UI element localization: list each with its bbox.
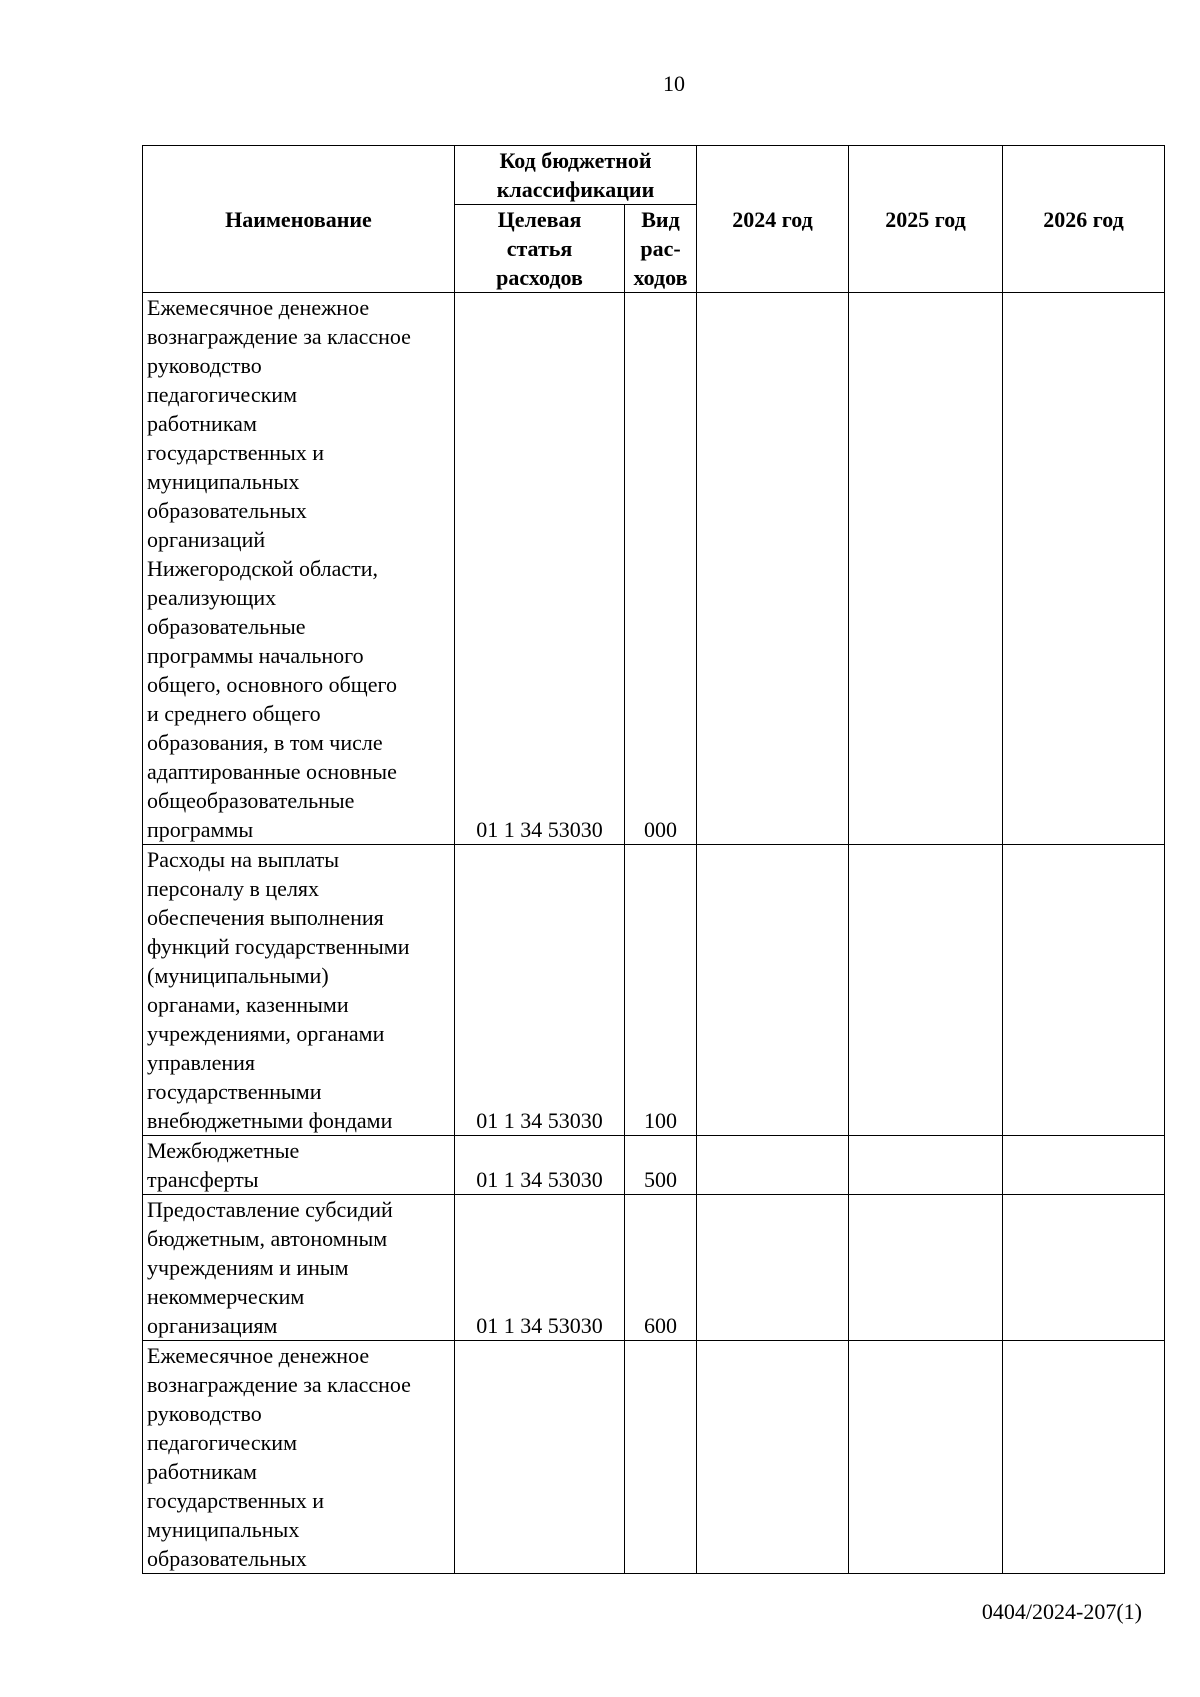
row-year-2026 — [1003, 1195, 1165, 1341]
budget-table — [142, 145, 1165, 1574]
header-target-article: Целевая статья расходов — [455, 205, 625, 293]
row-expense-kind: 100 — [625, 845, 697, 1136]
row-year-2025 — [849, 1195, 1003, 1341]
row-target-article: 01 1 34 53030 — [455, 1195, 625, 1341]
table-row — [143, 293, 1165, 845]
table-row — [143, 1195, 1165, 1341]
row-target-article — [455, 1341, 625, 1574]
row-target-article: 01 1 34 53030 — [455, 1136, 625, 1195]
table-row — [143, 845, 1165, 1136]
row-target-article: 01 1 34 53030 — [455, 293, 625, 845]
row-year-2026 — [1003, 1136, 1165, 1195]
row-name: Расходы на выплаты персоналу в целях обеспечения выполнения функций государственными (муниципальными) органами, казенными учреждениями, органами управления государственными внебюджетными фондами — [143, 845, 455, 1136]
row-expense-kind — [625, 1341, 697, 1574]
table-row — [143, 1136, 1165, 1195]
row-expense-kind: 600 — [625, 1195, 697, 1341]
page-number: 10 — [663, 71, 685, 96]
row-year-2025 — [849, 293, 1003, 845]
row-name: Ежемесячное денежное вознаграждение за классное руководство педагогическим работникам государственных и муниципальных образовательных организаций Нижегородской области, реализующих образовательные программы начального общего, основного общего и среднего общего образования, в том числе адаптированные основные общеобразовательные программы — [143, 293, 455, 845]
row-expense-kind: 000 — [625, 293, 697, 845]
row-target-article: 01 1 34 53030 — [455, 845, 625, 1136]
header-year-2025: 2025 год — [849, 146, 1003, 293]
row-name: Предоставление субсидий бюджетным, автономным учреждениям и иным некоммерческим организациям — [143, 1195, 455, 1341]
row-year-2024 — [697, 845, 849, 1136]
row-year-2026 — [1003, 293, 1165, 845]
row-name: Ежемесячное денежное вознаграждение за классное руководство педагогическим работникам государственных и муниципальных образовательных — [143, 1341, 455, 1574]
header-name: Наименование — [143, 146, 455, 293]
row-year-2026 — [1003, 1341, 1165, 1574]
row-expense-kind: 500 — [625, 1136, 697, 1195]
row-year-2024 — [697, 293, 849, 845]
header-year-2024: 2024 год — [697, 146, 849, 293]
row-year-2025 — [849, 1136, 1003, 1195]
header-code-group: Код бюджетной классификации — [455, 146, 697, 205]
row-year-2024 — [697, 1136, 849, 1195]
row-year-2024 — [697, 1341, 849, 1574]
header-year-2026: 2026 год — [1003, 146, 1165, 293]
row-name: Межбюджетные трансферты — [143, 1136, 455, 1195]
table-body — [143, 293, 1165, 1574]
row-year-2025 — [849, 1341, 1003, 1574]
row-year-2025 — [849, 845, 1003, 1136]
row-year-2026 — [1003, 845, 1165, 1136]
table-header — [143, 146, 1165, 293]
table-row — [143, 1341, 1165, 1574]
header-expense-kind: Вид рас- ходов — [625, 205, 697, 293]
row-year-2024 — [697, 1195, 849, 1341]
document-number: 0404/2024-207(1) — [981, 1599, 1142, 1624]
